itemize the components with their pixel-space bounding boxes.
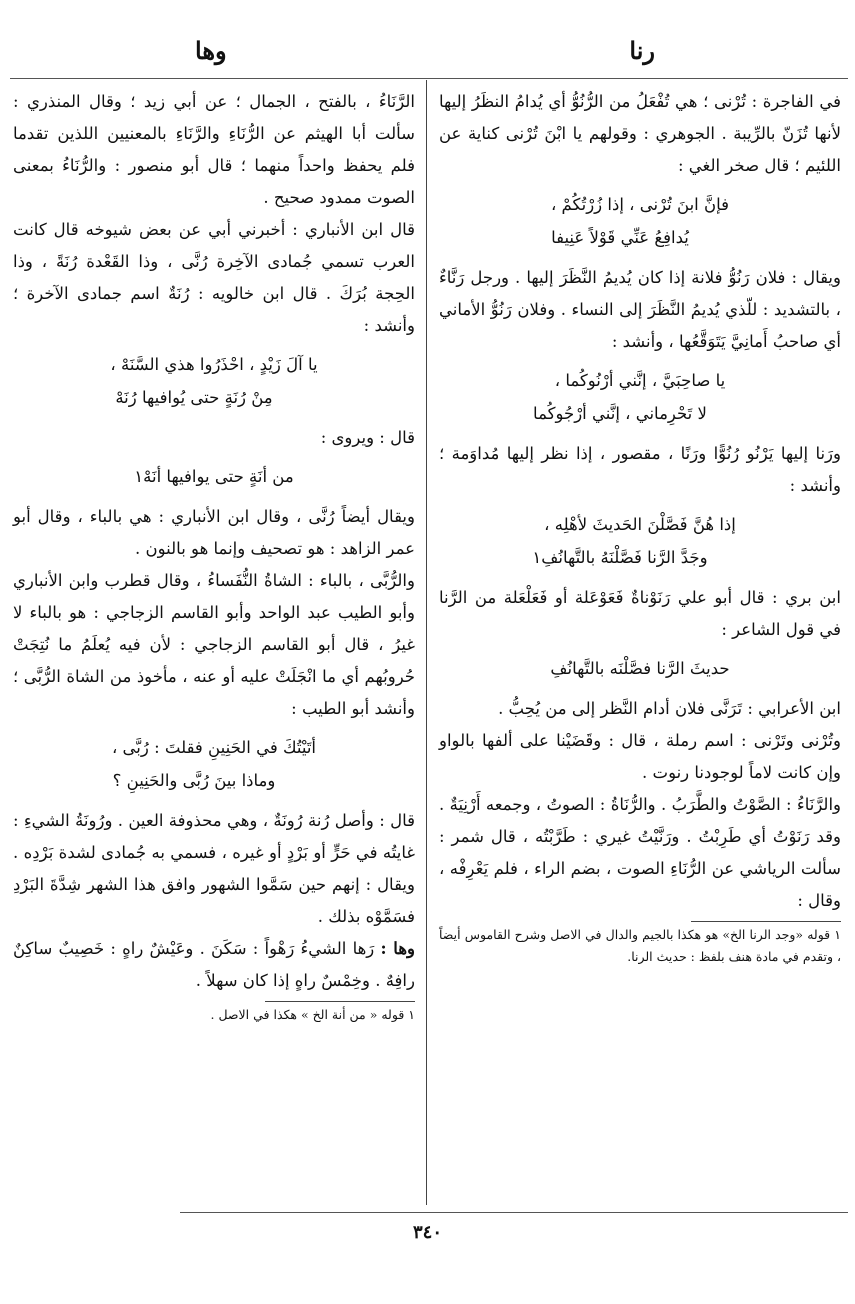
page-number: ٣٤٠ [412,1222,442,1243]
footer-rule [180,1212,848,1213]
footnote-rule [265,1001,415,1002]
verse-line: حديثَ الرَّنا فصَّلْنَه بالتَّهانُفِ [550,659,730,678]
verse [439,364,841,430]
paragraph: ويقال أيضاً رُنَّى ، وقال ابن الأنباري : هي بالباء ، وقال أبو عمر الزاهد : هو تصحيف وإنما هو بالنون . [13,507,415,558]
page-header [0,36,855,72]
paragraph: والرَّنَاءُ : الصَّوْتُ والطَّرَبُ . والرُّنَاةُ : الصوتُ ، وجمعه أَرْنِيَةٌ . وقد رَنَوْتُ أي طَرِبْتُ . ورَنَّيْتُ غيري : طَرَّبْتُه ، قال شمر : سألت الرياشي عن الرُّنَاءِ الصوت ، بضم الراء ، فلم يَعْرِفْه ، وقال : [439,795,841,910]
paragraph: قال ابن الأنباري : أخبرني أبي عن بعض شيوخه قال كانت العرب تسمي جُمادى الآخِرة رُنَّى ، وذا القَعْدة رُنَةً ، وذا الحِجة بُرَكَ . قال ابن خالويه : رُنَةٌ اسم جمادى الآخرة ؛ وأنشد : [13,220,415,335]
verse-line: أتَيْتُكَ في الحَنِينِ فقلتَ : رُبَّى ، [111,738,317,757]
entry-headword: وها : [380,939,415,958]
paragraph: ابن الأعرابي : تَرَنَّى فلان أدام النَّظر إلى من يُحِبُّ . [498,699,841,718]
verse [13,731,415,797]
column-divider [426,80,427,1205]
entry-text: رَها الشيءُ رَهْواً : سَكَنَ . وعَيْشٌ راهٍ : خَصِيبٌ ساكِنٌ رافِهٌ . وخِمْسٌ راهٍ إذا كان سهلاً . [13,939,415,990]
verse [13,460,415,493]
verse-line: مِنْ رُنَةٍ حتى يُوافيها رُنَهْ [115,388,273,407]
running-head-left: وها [195,36,227,65]
verse [13,348,415,414]
running-head-right: رنا [629,36,655,65]
verse-line: وماذا بينَ رُبَّى والحَنِينِ ؟ [112,771,276,790]
header-rule [10,78,848,79]
entry-wh [13,933,415,997]
paragraph: وتُرْنى وتَرْنى : اسم رملة ، قال : وقَضَيْنا على ألفها بالواو وإن كانت لاماً لوجودنا رنوت . [439,731,841,782]
verse-line: يا صاحِبَيَّ ، إنَّني أرْنُوكُما ، [554,371,726,390]
footnote: ١ قوله « من أنة الخ » هكذا في الاصل . [210,1007,415,1022]
verse-line: يُدافِعُ عَنِّي قَوْلاً عَنِيفا [551,228,689,247]
verse-line: فإنَّ ابنَ تُرْنى ، إذا زُرْتُكُمْ ، [550,195,730,214]
left-column [13,86,415,1026]
right-column [439,86,841,968]
verse-line: لا تَحْرِماني ، إنَّني أرْجُوكُما [533,404,707,423]
verse-line: من أنَةٍ حتى يوافيها أنَهْ١ [134,467,294,486]
verse [439,188,841,254]
footnote: ١ قوله «وجد الرنا الخ» هو هكذا بالجيم والدال في الاصل وشرح القاموس أيضاً ، وتقدم في مادة هنف بلفظ : حديث الرنا. [439,927,841,964]
paragraph: ابن بري : قال أبو علي رَنَوْناةٌ فَعَوْعَلة أو فَعَلْعَلة من الرَّنا في قول الشاعر : [439,588,841,639]
paragraph: في الفاجرة : تُرْنى ؛ هي تُفْعَلُ من الرُّنُوُّ أي يُدامُ النظَرُ إليها لأنها تُزَنّ بالرِّيبة . الجوهري : وقولهم يا ابْنَ تُرْنى كناية عن اللئيم ؛ قال صخر الغي : [439,92,841,175]
paragraph: ورَنا إليها يَرْنُو رُنُوًّا ورَنًا ، مقصور ، إذا نظر إليها مُداوَمة ؛ وأنشد : [439,444,841,495]
paragraph: والرُّبَّى ، بالباء : الشاةُ النُّفَساءُ ، وقال قطرب وابن الأنباري وأبو الطيب عبد الواحد وأبو القاسم الزجاجي : هو بالباء لا غيرُ ، قال أبو القاسم الزجاجي : لأن فيه يُعلَمُ ما نُتِجَتْ حُروبُهم أي ما انْجَلَتْ عليه أو عنه ، مأخوذ من الشاة الرُّبَّى ؛ وأنشد أبو الطيب : [13,571,415,718]
paragraph: قال : وأصل رُنة رُونَةٌ ، وهي محذوفة العين . ورُونَةُ الشيءِ : غايتُه في حَرٍّ أو بَرْدٍ أو غيره ، فسمي به جُمادى لشدة بَرْدِه . ويقال : إنهم حين سَمَّوا الشهور وافق هذا الشهر شِدَّةَ البَرْدِ فسَمَّوْه بذلك . [13,811,415,926]
footnote-rule [691,921,841,922]
paragraph: الرَّنَاءُ ، بالفتح ، الجمال ؛ عن أبي زيد ؛ وقال المنذري : سألت أبا الهيثم عن الرُّنَاءِ والرَّنَاءِ بالمعنيين اللذين تقدما فلم يحفظ واحداً منهما ؛ قال أبو منصور : والرُّنَاءُ بمعنى الصوت ممدود صحيح . [13,92,415,207]
paragraph: قال : ويروى : [320,428,415,447]
verse [439,652,841,685]
paragraph: ويقال : فلان رَنُوُّ فلانة إذا كان يُديمُ النَّظَرَ إليها . ورجل رَنَّاءٌ ، بالتشديد : للّذي يُديمُ النَّظَرَ إلى النساء . وفلان رَنُوُّ الأماني أي صاحبُ أَمانِيَّ يَتَوَقَّعُها ، وأنشد : [439,268,841,351]
verse-line: يا آلَ زَيْدٍ ، احْذَرُوا هذي السَّنَهْ ، [110,355,318,374]
verse-line: إذا هُنَّ فَصَّلْنَ الحَديثَ لأهْلِه ، [544,515,736,534]
verse [439,508,841,574]
verse-line: وجَدَّ الرَّنا فَصَّلْنَهُ بالتَّهانُفِ١ [532,548,708,567]
